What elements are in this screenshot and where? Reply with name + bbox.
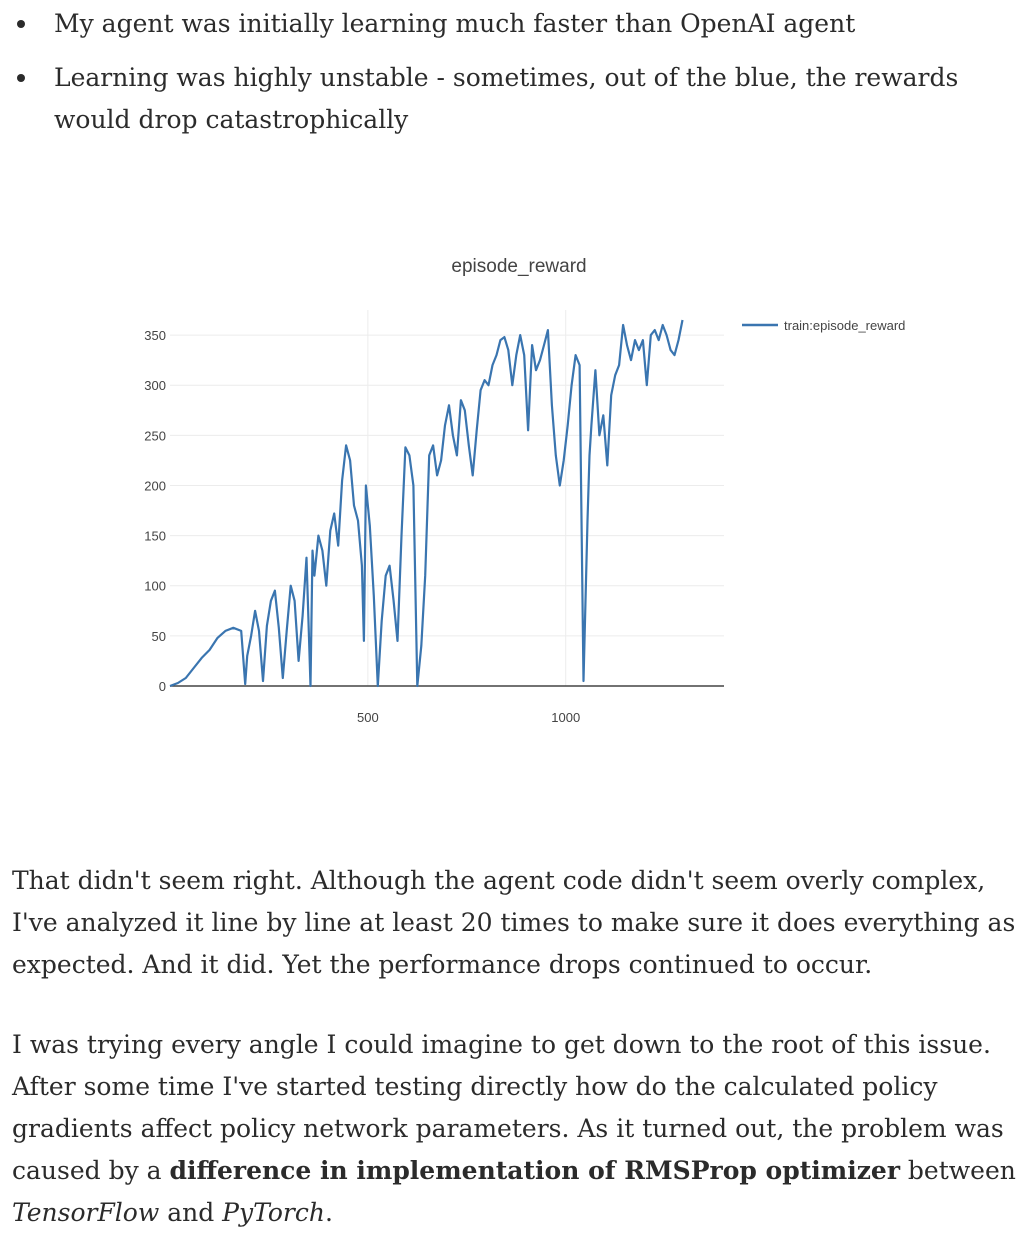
paragraph-1: That didn't seem right. Although the agent code didn't seem overly complex, I've analyzed it line by line at least 20 times to make sure it does everything as expected. And it did. Yet the performance drops continued to occur.	[12, 866, 1016, 979]
paragraph-2-text-a: I was trying every angle I could imagine to get down to the root of this issue. After some time I've started testing directly how do the calculated policy gradients affect policy network parameters. As it turned out, the problem was caused by a	[12, 1030, 1004, 1185]
paragraph-2-pytorch: PyTorch	[222, 1198, 325, 1227]
paragraph-2-text-b: between	[899, 1156, 1016, 1185]
chart-legend	[742, 318, 905, 333]
paragraph-2-text-c: and	[159, 1198, 223, 1227]
y-tick-label: 150	[144, 528, 166, 544]
x-tick-label: 1000	[551, 710, 581, 725]
chart-series-layer	[170, 320, 683, 686]
series-line	[170, 320, 683, 686]
paragraph-2-text-d: .	[324, 1198, 333, 1227]
paragraph-2-bold: difference in implementation of RMSProp optimizer	[169, 1156, 900, 1185]
y-tick-label: 300	[144, 378, 166, 394]
chart-title: episode_reward	[451, 256, 587, 277]
chart-axes	[144, 328, 724, 725]
y-tick-label: 50	[151, 628, 166, 644]
paragraph-2	[12, 1024, 1022, 1234]
episode-reward-chart	[0, 230, 1026, 750]
bullet-text: Learning was highly unstable - sometimes, out of the blue, the rewards would drop catastrophically	[54, 63, 959, 134]
y-tick-label: 250	[144, 428, 166, 444]
x-tick-label: 500	[357, 710, 379, 725]
y-tick-label: 200	[144, 478, 166, 494]
bullet-dot-icon	[17, 74, 25, 82]
y-tick-label: 0	[158, 679, 166, 694]
y-tick-label: 100	[144, 578, 166, 594]
paragraph-2-tensorflow: TensorFlow	[12, 1198, 160, 1227]
legend-label: train:episode_reward	[784, 318, 906, 333]
bullet-dot-icon	[17, 20, 25, 28]
y-tick-label: 350	[144, 328, 166, 344]
chart-svg	[0, 230, 1026, 750]
bullet-text: My agent was initially learning much faster than OpenAI agent	[54, 9, 856, 38]
